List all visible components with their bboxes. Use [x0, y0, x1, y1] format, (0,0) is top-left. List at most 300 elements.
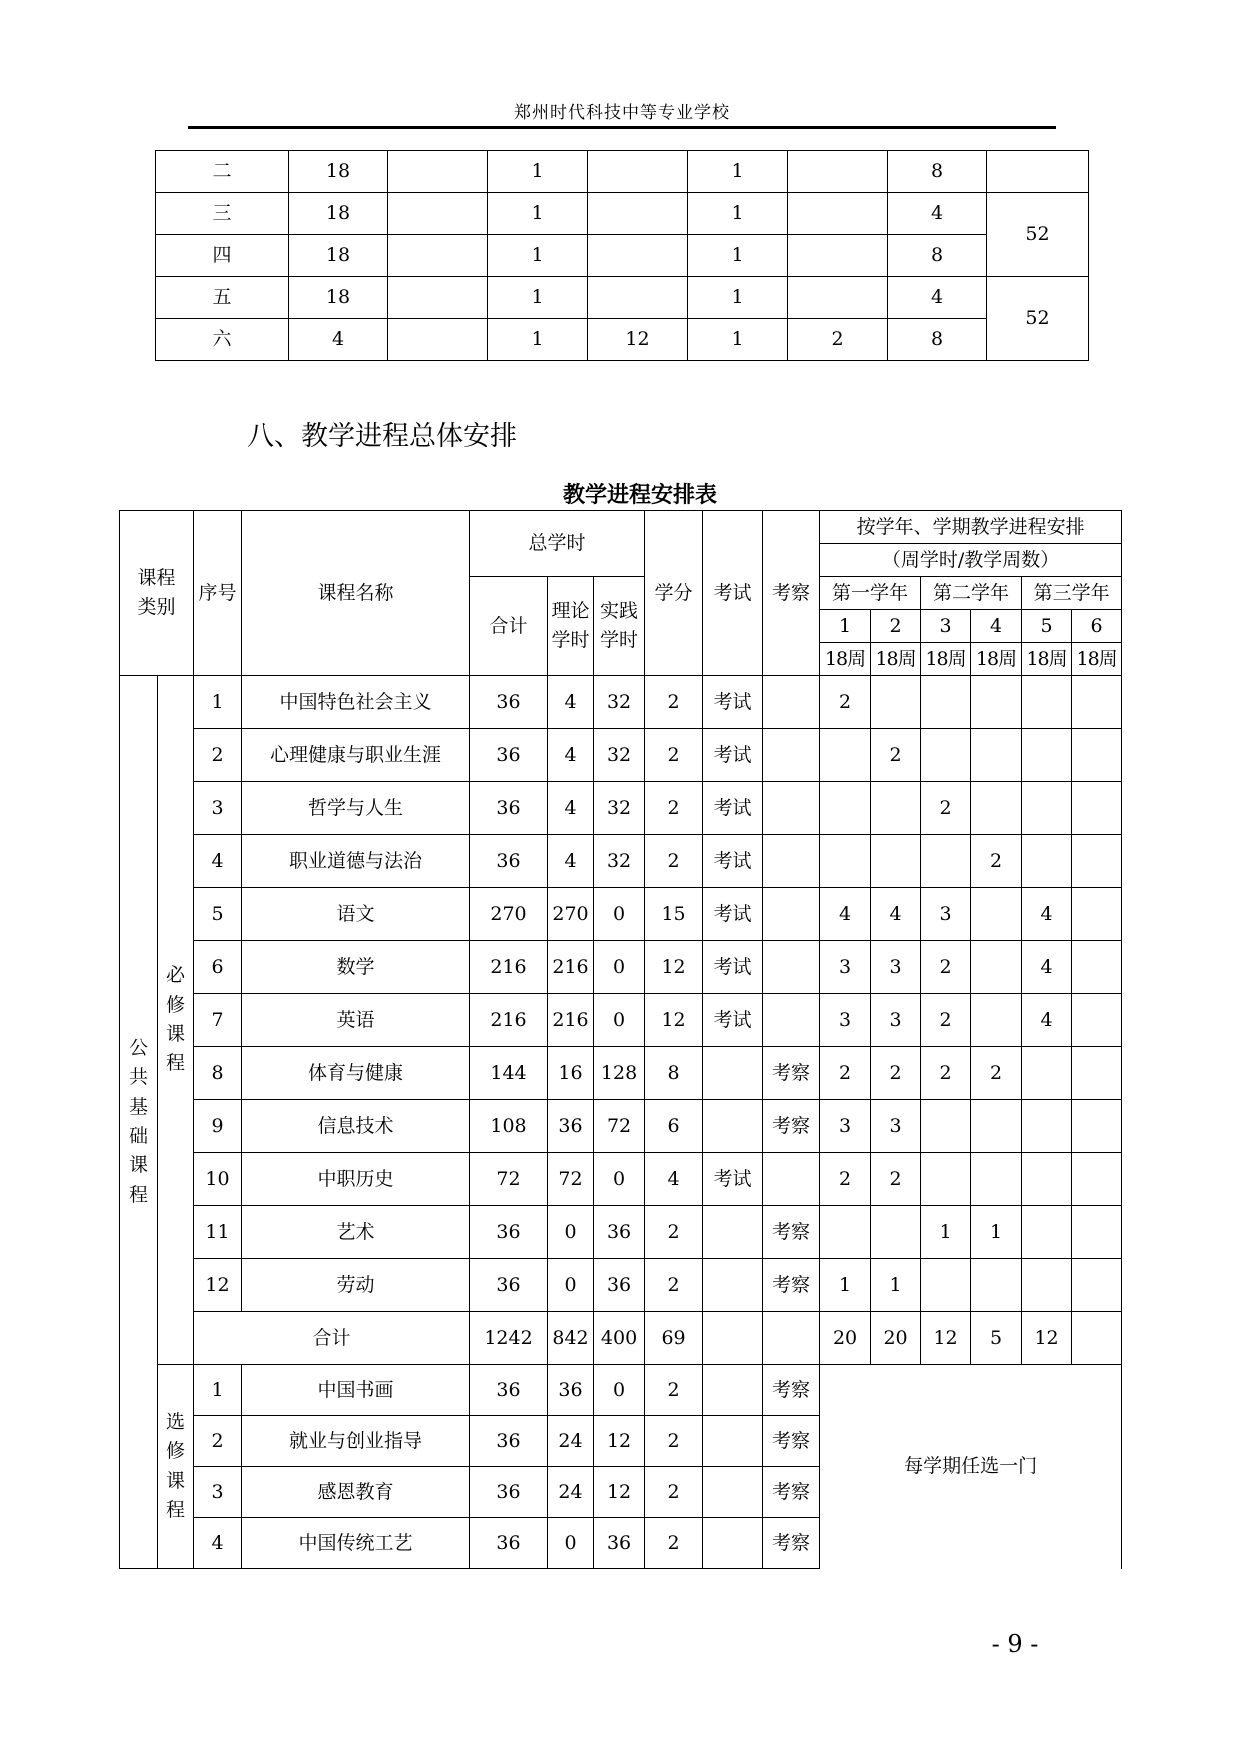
course-exam: 考试: [703, 729, 763, 782]
weeks-row: [156, 151, 1089, 193]
course-seq: 4: [194, 835, 242, 888]
section-heading: 八、教学进程总体安排: [247, 421, 517, 452]
subtotal-label: 合计: [194, 1312, 470, 1365]
course-semester-2: 3: [871, 941, 921, 994]
weeks-cell-c6: 2: [788, 319, 888, 361]
course-sum: 72: [470, 1153, 548, 1206]
weeks-cell-c4: [588, 277, 688, 319]
course-row: [120, 835, 1122, 888]
header-weeks-2: 18周: [871, 643, 921, 676]
weeks-cell-c2: [388, 319, 488, 361]
course-credits: 2: [645, 1259, 703, 1312]
elective-seq: 3: [194, 1467, 242, 1518]
header-category: [120, 511, 194, 676]
course-exam: 考试: [703, 888, 763, 941]
weeks-cell-c5: 1: [688, 277, 788, 319]
subtotal-semester-6: [1072, 1312, 1122, 1365]
header-weeks-6: 18周: [1072, 643, 1122, 676]
course-practice: 72: [594, 1100, 645, 1153]
elective-sum: 36: [470, 1365, 548, 1416]
course-assessment: [763, 888, 820, 941]
course-seq: 3: [194, 782, 242, 835]
weeks-cell-c2: [388, 235, 488, 277]
course-theory: 216: [548, 994, 594, 1047]
weeks-cell-c3: 1: [488, 319, 588, 361]
course-name: 艺术: [242, 1206, 470, 1259]
course-practice: 0: [594, 941, 645, 994]
elective-name: 就业与创业指导: [242, 1416, 470, 1467]
weeks-cell-c3: 1: [488, 151, 588, 193]
elective-exam: [703, 1467, 763, 1518]
course-exam: 考试: [703, 1153, 763, 1206]
course-semester-6: [1072, 835, 1122, 888]
weeks-cell-c5: 1: [688, 235, 788, 277]
course-assessment: 考察: [763, 1100, 820, 1153]
course-semester-2: [871, 835, 921, 888]
course-name: 英语: [242, 994, 470, 1047]
course-sum: 36: [470, 1259, 548, 1312]
elective-exam: [703, 1365, 763, 1416]
elective-practice: 12: [594, 1467, 645, 1518]
subtotal-semester-4: 5: [971, 1312, 1022, 1365]
weeks-cell-c1: 18: [289, 235, 388, 277]
elective-theory: 24: [548, 1416, 594, 1467]
course-row: [120, 1206, 1122, 1259]
header-semester-4: 4: [971, 610, 1022, 643]
category-public-basic-char: 课: [128, 1154, 148, 1177]
header-practice-line1: 实践: [600, 599, 639, 622]
elective-theory: 24: [548, 1467, 594, 1518]
course-semester-1: 1: [820, 1259, 871, 1312]
page-number: - 9 -: [991, 1630, 1039, 1658]
category-elective-char: 选: [166, 1410, 186, 1433]
elective-seq: 1: [194, 1365, 242, 1416]
course-exam: [703, 1047, 763, 1100]
course-semester-4: [971, 1100, 1022, 1153]
subtotal-semester-5: 12: [1022, 1312, 1072, 1365]
course-semester-5: [1022, 835, 1072, 888]
course-credits: 2: [645, 835, 703, 888]
course-row: [120, 782, 1122, 835]
course-semester-1: 2: [820, 1047, 871, 1100]
weeks-cell-c6: [788, 235, 888, 277]
elective-credits: 2: [645, 1518, 703, 1569]
course-semester-6: [1072, 1047, 1122, 1100]
elective-row: [120, 1365, 1122, 1416]
course-semester-3: [921, 729, 971, 782]
course-credits: 2: [645, 1206, 703, 1259]
subtotal-practice: 400: [594, 1312, 645, 1365]
course-semester-2: 2: [871, 1047, 921, 1100]
weeks-row: [156, 319, 1089, 361]
weeks-cell-c2: [388, 277, 488, 319]
weeks-cell-c3: 1: [488, 235, 588, 277]
header-weeks-1: 18周: [820, 643, 871, 676]
course-semester-4: [971, 782, 1022, 835]
course-row: [120, 1047, 1122, 1100]
table-title: 教学进程安排表: [562, 483, 717, 508]
weeks-cell-c2: [388, 151, 488, 193]
header-schedule-title: 按学年、学期教学进程安排: [820, 511, 1122, 544]
course-row: [120, 1153, 1122, 1206]
course-assessment: [763, 835, 820, 888]
elective-assessment: 考察: [763, 1518, 820, 1569]
subtotal-assessment: [763, 1312, 820, 1365]
header-theory: [548, 577, 594, 676]
course-assessment: [763, 782, 820, 835]
course-semester-1: 4: [820, 888, 871, 941]
header-year-1: 第一学年: [820, 577, 921, 610]
header-theory-line1: 理论: [551, 599, 590, 622]
course-credits: 2: [645, 729, 703, 782]
category-required-char: 程: [166, 1052, 186, 1075]
course-credits: 2: [645, 676, 703, 729]
elective-sum: 36: [470, 1518, 548, 1569]
weeks-total-cell: 52: [987, 277, 1089, 361]
course-semester-3: [921, 835, 971, 888]
weeks-cell-c1: 18: [289, 151, 388, 193]
course-semester-2: 3: [871, 1100, 921, 1153]
weeks-cell-c7: 8: [888, 151, 987, 193]
course-semester-2: [871, 782, 921, 835]
course-practice: 128: [594, 1047, 645, 1100]
course-semester-2: 1: [871, 1259, 921, 1312]
course-semester-4: 2: [971, 1047, 1022, 1100]
category-elective: [158, 1365, 194, 1569]
course-semester-4: [971, 994, 1022, 1047]
course-sum: 36: [470, 729, 548, 782]
weeks-row: [156, 277, 1089, 319]
elective-name: 中国书画: [242, 1365, 470, 1416]
subtotal-semester-2: 20: [871, 1312, 921, 1365]
elective-practice: 12: [594, 1416, 645, 1467]
course-semester-1: 3: [820, 994, 871, 1047]
course-semester-3: 2: [921, 782, 971, 835]
elective-assessment: 考察: [763, 1365, 820, 1416]
header-name: 课程名称: [242, 511, 470, 676]
course-seq: 5: [194, 888, 242, 941]
course-sum: 36: [470, 676, 548, 729]
course-semester-4: [971, 676, 1022, 729]
subtotal-row: [120, 1312, 1122, 1365]
course-practice: 32: [594, 729, 645, 782]
course-credits: 4: [645, 1153, 703, 1206]
course-theory: 216: [548, 941, 594, 994]
course-seq: 8: [194, 1047, 242, 1100]
course-theory: 4: [548, 782, 594, 835]
course-semester-6: [1072, 888, 1122, 941]
weeks-cell-c1: 18: [289, 277, 388, 319]
course-theory: 4: [548, 676, 594, 729]
header-year-3: 第三学年: [1022, 577, 1122, 610]
course-semester-3: [921, 676, 971, 729]
course-assessment: 考察: [763, 1206, 820, 1259]
course-exam: 考试: [703, 941, 763, 994]
category-public-basic: [120, 676, 158, 1569]
course-practice: 32: [594, 782, 645, 835]
elective-exam: [703, 1416, 763, 1467]
category-required-char: 课: [166, 1023, 186, 1045]
course-semester-6: [1072, 941, 1122, 994]
course-practice: 32: [594, 835, 645, 888]
schedule-table: [119, 510, 1122, 1569]
elective-exam: [703, 1518, 763, 1569]
category-required-char: 修: [166, 993, 186, 1016]
course-sum: 144: [470, 1047, 548, 1100]
course-semester-6: [1072, 729, 1122, 782]
course-name: 体育与健康: [242, 1047, 470, 1100]
elective-credits: 2: [645, 1467, 703, 1518]
course-practice: 0: [594, 994, 645, 1047]
course-semester-4: 1: [971, 1206, 1022, 1259]
course-theory: 270: [548, 888, 594, 941]
header-practice: [594, 577, 645, 676]
weeks-cell-term: 二: [156, 151, 289, 193]
course-semester-1: [820, 1206, 871, 1259]
header-category-line2: 类别: [137, 596, 176, 618]
course-semester-2: 2: [871, 1153, 921, 1206]
header-seq: 序号: [194, 511, 242, 676]
header-credits: 学分: [645, 511, 703, 676]
weeks-cell-c4: [588, 193, 688, 235]
weeks-cell-term: 四: [156, 235, 289, 277]
header-practice-line2: 学时: [600, 629, 639, 651]
course-semester-6: [1072, 1259, 1122, 1312]
course-theory: 72: [548, 1153, 594, 1206]
elective-assessment: 考察: [763, 1467, 820, 1518]
weeks-cell-term: 三: [156, 193, 289, 235]
course-semester-1: [820, 835, 871, 888]
header-semester-3: 3: [921, 610, 971, 643]
course-name: 哲学与人生: [242, 782, 470, 835]
header-row-1: [120, 511, 1122, 544]
header-exam: 考试: [703, 511, 763, 676]
course-seq: 2: [194, 729, 242, 782]
course-semester-5: [1022, 729, 1072, 782]
elective-note: 每学期任选一门: [820, 1365, 1122, 1569]
category-required: [158, 676, 194, 1365]
course-row: [120, 1259, 1122, 1312]
course-semester-4: [971, 1153, 1022, 1206]
weeks-cell-c5: 1: [688, 193, 788, 235]
weeks-cell-c3: 1: [488, 193, 588, 235]
course-semester-4: [971, 888, 1022, 941]
category-public-basic-char: 基: [128, 1095, 148, 1118]
course-practice: 36: [594, 1259, 645, 1312]
course-sum: 36: [470, 835, 548, 888]
elective-practice: 36: [594, 1518, 645, 1569]
course-semester-5: [1022, 1259, 1072, 1312]
course-seq: 10: [194, 1153, 242, 1206]
elective-sum: 36: [470, 1467, 548, 1518]
course-exam: 考试: [703, 782, 763, 835]
course-semester-3: 2: [921, 994, 971, 1047]
course-seq: 12: [194, 1259, 242, 1312]
course-exam: 考试: [703, 994, 763, 1047]
weeks-cell-c7: 4: [888, 277, 987, 319]
weeks-cell-c7: 8: [888, 235, 987, 277]
course-semester-5: 4: [1022, 941, 1072, 994]
course-theory: 4: [548, 729, 594, 782]
weeks-total-cell: 52: [987, 193, 1089, 277]
course-theory: 0: [548, 1259, 594, 1312]
course-sum: 270: [470, 888, 548, 941]
course-semester-6: [1072, 676, 1122, 729]
elective-theory: 0: [548, 1518, 594, 1569]
course-exam: 考试: [703, 835, 763, 888]
header-total-hours: 总学时: [470, 511, 645, 577]
weeks-cell-term: 五: [156, 277, 289, 319]
weeks-cell-c1: 4: [289, 319, 388, 361]
course-practice: 32: [594, 676, 645, 729]
course-practice: 36: [594, 1206, 645, 1259]
course-row: [120, 729, 1122, 782]
course-semester-5: [1022, 1100, 1072, 1153]
course-semester-4: [971, 729, 1022, 782]
header-weeks-4: 18周: [971, 643, 1022, 676]
course-semester-3: 2: [921, 1047, 971, 1100]
course-semester-3: 1: [921, 1206, 971, 1259]
course-semester-6: [1072, 994, 1122, 1047]
course-credits: 15: [645, 888, 703, 941]
course-name: 职业道德与法治: [242, 835, 470, 888]
weeks-cell-c6: [788, 151, 888, 193]
course-name: 心理健康与职业生涯: [242, 729, 470, 782]
course-seq: 7: [194, 994, 242, 1047]
weeks-cell-c4: [588, 235, 688, 277]
course-theory: 4: [548, 835, 594, 888]
course-exam: [703, 1100, 763, 1153]
course-assessment: [763, 729, 820, 782]
course-semester-1: [820, 782, 871, 835]
elective-seq: 4: [194, 1518, 242, 1569]
course-assessment: 考察: [763, 1259, 820, 1312]
weeks-cell-c6: [788, 193, 888, 235]
course-theory: 36: [548, 1100, 594, 1153]
course-semester-5: 4: [1022, 994, 1072, 1047]
course-semester-1: 3: [820, 1100, 871, 1153]
category-elective-char: 程: [166, 1498, 186, 1521]
course-semester-6: [1072, 1100, 1122, 1153]
course-semester-5: [1022, 1153, 1072, 1206]
header-weeks-3: 18周: [921, 643, 971, 676]
weeks-cell-c3: 1: [488, 277, 588, 319]
course-row: [120, 941, 1122, 994]
course-semester-5: [1022, 1047, 1072, 1100]
elective-credits: 2: [645, 1416, 703, 1467]
course-theory: 16: [548, 1047, 594, 1100]
course-assessment: [763, 676, 820, 729]
course-exam: [703, 1259, 763, 1312]
elective-credits: 2: [645, 1365, 703, 1416]
course-seq: 9: [194, 1100, 242, 1153]
course-semester-5: [1022, 782, 1072, 835]
subtotal-sum: 1242: [470, 1312, 548, 1365]
course-name: 语文: [242, 888, 470, 941]
category-required-char: 必: [166, 964, 186, 987]
elective-sum: 36: [470, 1416, 548, 1467]
category-elective-char: 课: [166, 1469, 186, 1492]
header-schedule-sub: （周学时/教学周数）: [820, 544, 1122, 577]
course-seq: 1: [194, 676, 242, 729]
course-assessment: 考察: [763, 1047, 820, 1100]
course-name: 劳动: [242, 1259, 470, 1312]
course-semester-4: 2: [971, 835, 1022, 888]
weeks-cell-c7: 4: [888, 193, 987, 235]
weeks-cell-c4: [588, 151, 688, 193]
course-assessment: [763, 941, 820, 994]
header-assessment: 考察: [763, 511, 820, 676]
category-public-basic-char: 公: [128, 1036, 148, 1059]
header-year-2: 第二学年: [921, 577, 1022, 610]
weeks-row: [156, 193, 1089, 235]
category-public-basic-char: 共: [128, 1066, 148, 1089]
subtotal-theory: 842: [548, 1312, 594, 1365]
weeks-cell-c6: [788, 277, 888, 319]
course-semester-6: [1072, 1153, 1122, 1206]
course-practice: 0: [594, 1153, 645, 1206]
category-public-basic-char: 程: [128, 1183, 148, 1206]
category-public-basic-char: 础: [128, 1125, 148, 1147]
course-semester-1: 2: [820, 676, 871, 729]
course-semester-1: 3: [820, 941, 871, 994]
course-credits: 2: [645, 782, 703, 835]
running-head: 郑州时代科技中等专业学校: [514, 103, 730, 123]
course-semester-5: [1022, 1206, 1072, 1259]
course-semester-4: [971, 941, 1022, 994]
course-semester-3: [921, 1100, 971, 1153]
weeks-cell-term: 六: [156, 319, 289, 361]
course-row: [120, 676, 1122, 729]
course-semester-5: [1022, 676, 1072, 729]
weeks-cell-c2: [388, 193, 488, 235]
course-row: [120, 888, 1122, 941]
course-seq: 11: [194, 1206, 242, 1259]
elective-name: 中国传统工艺: [242, 1518, 470, 1569]
course-row: [120, 1100, 1122, 1153]
course-semester-1: [820, 729, 871, 782]
subtotal-semester-1: 20: [820, 1312, 871, 1365]
course-practice: 0: [594, 888, 645, 941]
header-semester-2: 2: [871, 610, 921, 643]
elective-assessment: 考察: [763, 1416, 820, 1467]
subtotal-semester-3: 12: [921, 1312, 971, 1365]
elective-name: 感恩教育: [242, 1467, 470, 1518]
course-semester-5: 4: [1022, 888, 1072, 941]
header-semester-5: 5: [1022, 610, 1072, 643]
course-semester-2: 3: [871, 994, 921, 1047]
weeks-cell-c7: 8: [888, 319, 987, 361]
category-elective-char: 修: [166, 1440, 186, 1463]
weeks-total-cell: [987, 151, 1089, 193]
course-semester-6: [1072, 782, 1122, 835]
elective-practice: 0: [594, 1365, 645, 1416]
course-credits: 6: [645, 1100, 703, 1153]
course-sum: 216: [470, 941, 548, 994]
course-semester-3: 3: [921, 888, 971, 941]
weeks-table: [155, 150, 1089, 361]
course-name: 中职历史: [242, 1153, 470, 1206]
course-semester-2: [871, 1206, 921, 1259]
course-semester-2: 2: [871, 729, 921, 782]
course-assessment: [763, 994, 820, 1047]
course-semester-3: [921, 1259, 971, 1312]
course-exam: 考试: [703, 676, 763, 729]
course-name: 数学: [242, 941, 470, 994]
course-exam: [703, 1206, 763, 1259]
course-credits: 8: [645, 1047, 703, 1100]
course-sum: 108: [470, 1100, 548, 1153]
